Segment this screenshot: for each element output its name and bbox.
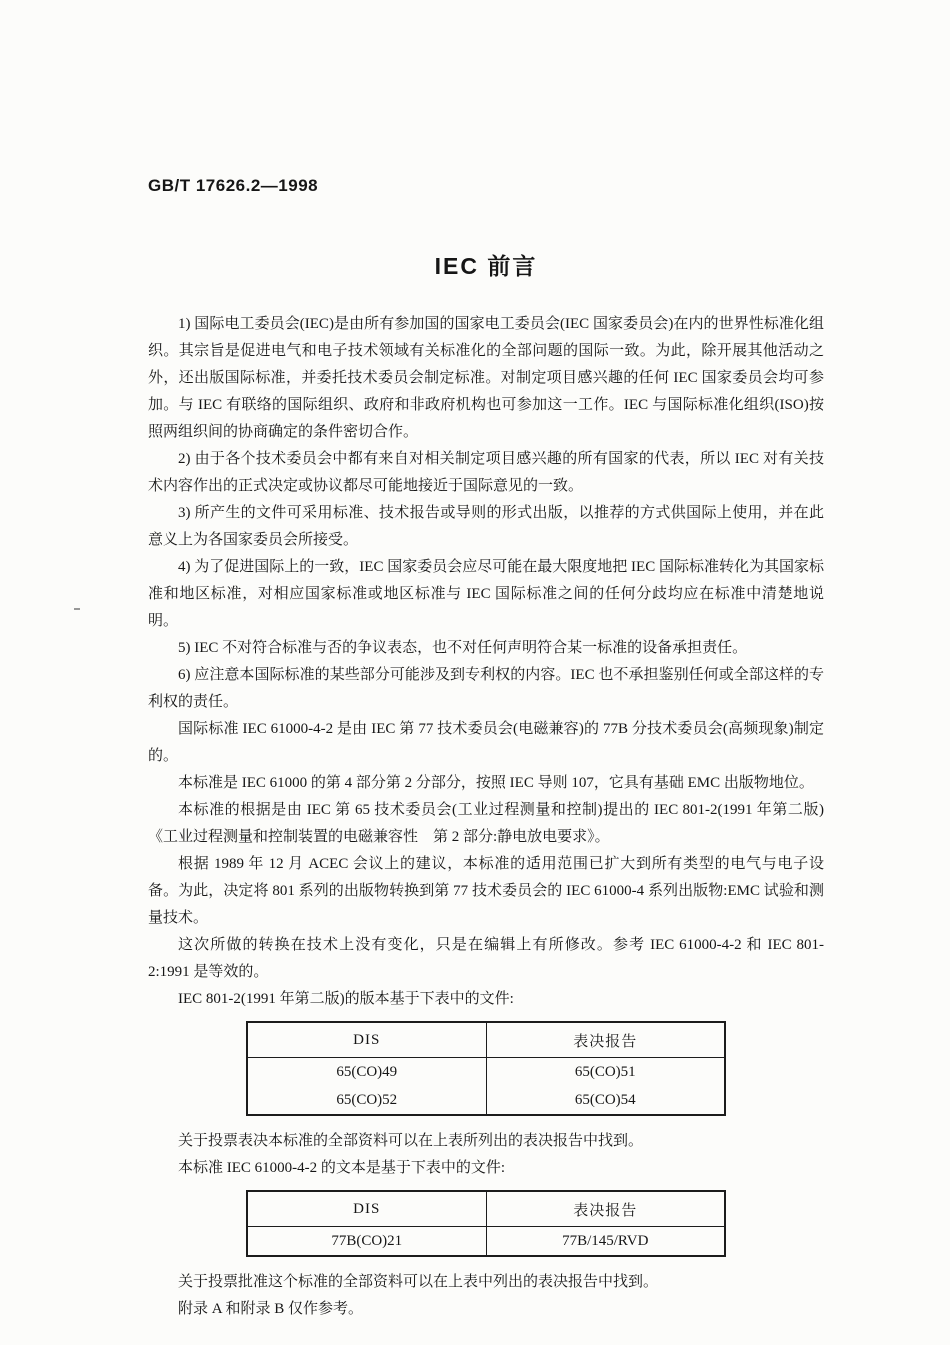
body-paragraph: 3) 所产生的文件可采用标准、技术报告或导则的形式出版，以推荐的方式供国际上使用，并在此意义上为各国家委员会所接受。 xyxy=(148,505,824,548)
table-row xyxy=(247,1058,725,1087)
table-header-row xyxy=(247,1022,725,1058)
body-paragraph: 1) 国际电工委员会(IEC)是由所有参加国的国家电工委员会(IEC 国家委员会)在内的世界性标准化组织。其宗旨是促进电气和电子技术领域有关标准化的全部问题的国际一致。为此，除开展其他活动之外，还出版国际标准，并委托技术委员会制定标准。对制定项目感兴趣的任何 IEC 国家委员会均可参加。与 IEC 有联络的国际组织、政府和非政府机构也可参加这一工作。IEC 与国际标准化组织(ISO)按照两组织间的协商确定的条件密切合作。 xyxy=(148,316,824,440)
standard-number: GB/T 17626.2—1998 xyxy=(148,176,319,195)
table-cell: 65(CO)51 xyxy=(486,1058,725,1087)
body-paragraph: 关于投票表决本标准的全部资料可以在上表所列出的表决报告中找到。 xyxy=(178,1133,644,1149)
table-cell: 77B(CO)21 xyxy=(247,1227,486,1257)
body-paragraph: 本标准的根据是由 IEC 第 65 技术委员会(工业过程测量和控制)提出的 IEC 801-2(1991 年第二版)《工业过程测量和控制装置的电磁兼容性 第 2 部分:静电放电要求》。 xyxy=(148,802,824,845)
body-paragraph: 本标准 IEC 61000-4-2 的文本是基于下表中的文件: xyxy=(178,1160,506,1176)
body-paragraph: 2) 由于各个技术委员会中都有来自对相关制定项目感兴趣的所有国家的代表，所以 IEC 对有关技术内容作出的正式决定或协议都尽可能地接近于国际意见的一致。 xyxy=(148,451,824,494)
body-paragraph: 这次所做的转换在技术上没有变化，只是在编辑上有所修改。参考 IEC 61000-4-2 和 IEC 801-2:1991 是等效的。 xyxy=(148,937,824,980)
vote-report-table-1 xyxy=(246,1021,726,1116)
table-cell: 77B/145/RVD xyxy=(486,1227,725,1257)
body-paragraph: 根据 1989 年 12 月 ACEC 会议上的建议，本标准的适用范围已扩大到所有类型的电气与电子设备。为此，决定将 801 系列的出版物转换到第 77 技术委员会的 IEC 61000-4 系列出版物:EMC 试验和测量技术。 xyxy=(148,856,824,926)
body-paragraph: 附录 A 和附录 B 仅作参考。 xyxy=(178,1301,364,1317)
body-paragraph: 本标准是 IEC 61000 的第 4 部分第 2 分部分，按照 IEC 导则 107，它具有基础 EMC 出版物地位。 xyxy=(178,775,814,791)
table-header-cell: 表决报告 xyxy=(486,1022,725,1058)
body-paragraph: 4) 为了促进国际上的一致，IEC 国家委员会应尽可能在最大限度地把 IEC 国际标准转化为其国家标准和地区标准，对相应国家标准或地区标准与 IEC 国际标准之间的任何分歧均应在标准中清楚地说明。 xyxy=(148,559,824,629)
document-content xyxy=(148,176,824,1323)
body-paragraph: 国际标准 IEC 61000-4-2 是由 IEC 第 77 技术委员会(电磁兼容)的 77B 分技术委员会(高频现象)制定的。 xyxy=(148,721,824,764)
vote-report-table-2 xyxy=(246,1190,726,1257)
page-title: IEC 前言 xyxy=(434,253,538,279)
table-header-cell: 表决报告 xyxy=(486,1191,725,1227)
scan-artifact-mark xyxy=(74,608,80,610)
table-header-row xyxy=(247,1191,725,1227)
table-header-cell: DIS xyxy=(247,1022,486,1058)
body-paragraph: IEC 801-2(1991 年第二版)的版本基于下表中的文件: xyxy=(178,991,514,1007)
body-paragraph: 5) IEC 不对符合标准与否的争议表态，也不对任何声明符合某一标准的设备承担责任。 xyxy=(178,640,748,656)
table-cell: 65(CO)52 xyxy=(247,1086,486,1115)
table-row xyxy=(247,1227,725,1257)
body-paragraph: 6) 应注意本国际标准的某些部分可能涉及到专利权的内容。IEC 也不承担鉴别任何或全部这样的专利权的责任。 xyxy=(148,667,824,710)
table-cell: 65(CO)54 xyxy=(486,1086,725,1115)
body-paragraph: 关于投票批准这个标准的全部资料可以在上表中列出的表决报告中找到。 xyxy=(178,1274,659,1290)
table-row xyxy=(247,1086,725,1115)
table-header-cell: DIS xyxy=(247,1191,486,1227)
table-cell: 65(CO)49 xyxy=(247,1058,486,1087)
